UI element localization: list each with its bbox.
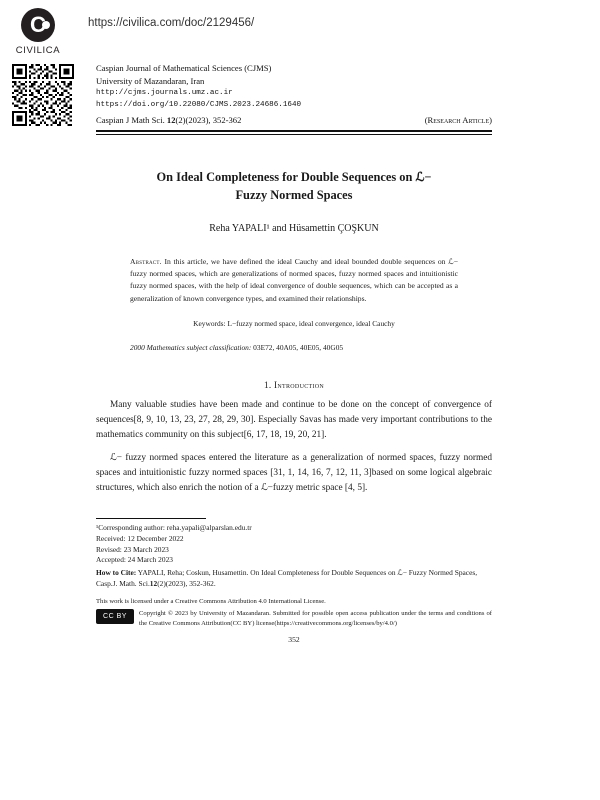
article-msc	[130, 342, 458, 354]
footnote-accepted: Accepted: 24 March 2023	[96, 555, 173, 565]
msc-label: 2000 Mathematics subject classification:	[130, 343, 252, 352]
document-url[interactable]: https://civilica.com/doc/2129456/	[88, 17, 255, 29]
citation-row	[96, 114, 492, 127]
civilica-mark-icon	[21, 8, 55, 42]
article-keywords: Keywords: L−fuzzy normed space, ideal convergence, ideal Cauchy	[193, 319, 395, 328]
copyright-text: Copyright © 2023 by University of Mazandaran. Submitted for possible open access publication under the terms and conditions of the Creative Commons Attribution(CC BY) license(https://creativecommons.org/licenses/by/4.0/)	[139, 610, 492, 627]
abstract-text: In this article, we have defined the ideal Cauchy and ideal bounded double sequences on ℒ− fuzzy normed spaces, which are generalizations of normed spaces, fuzzy normed spaces and intuitionistic fuzzy normed spaces, with the help of ideal convergence of double sequences, which can be accepted as a generalization of known convergence types, and examined their relationships.	[130, 256, 458, 303]
journal-affiliation: University of Mazandaran, Iran	[96, 76, 205, 87]
creative-commons-icon: CC BY	[96, 609, 134, 624]
article-abstract	[130, 256, 458, 305]
civilica-logo	[10, 8, 66, 56]
masthead-rule-thick	[96, 130, 492, 132]
footnote-block	[96, 523, 492, 645]
footnote-how-to-cite	[96, 568, 492, 589]
citation-rest: (2)(2023), 352-362	[175, 115, 242, 126]
intro-paragraph-2: ℒ− fuzzy normed spaces entered the literature as a generalization of normed spaces, fuzzy normed spaces and intuitionistic fuzzy normed spaces [31, 1, 14, 16, 7, 12, 11, 3]based on some logical algebraic structures, which also enrich the notion of a ℒ−fuzzy metric space [4, 5].	[96, 452, 492, 494]
article-type-label: (Research Article)	[424, 115, 492, 126]
how-to-cite-rest: (2)(2023), 352-362.	[157, 578, 216, 588]
footnote-separator	[96, 518, 206, 519]
qr-code	[12, 64, 74, 126]
license-statement: This work is licensed under a Creative Commons Attribution 4.0 International License.	[96, 597, 326, 605]
article-title-line2: Fuzzy Normed Spaces	[235, 187, 353, 202]
how-to-cite-label: How to Cite:	[96, 568, 137, 578]
journal-website[interactable]: http://cjms.journals.umz.ac.ir	[96, 89, 233, 98]
how-to-cite-text: YAPALI, Reha; Coskun, Husamettin. On Ideal Completeness for Double Sequences on ℒ− Fuzzy Normed Spaces, Casp.J. Math. Sci.	[96, 568, 478, 588]
masthead-rule-thin	[96, 134, 492, 135]
footnote-corresponding-author: ¹Corresponding author: reha.yapali@alparslan.edu.tr	[96, 523, 252, 533]
article-title-line1: On Ideal Completeness for Double Sequences on ℒ−	[156, 169, 432, 184]
msc-codes: 03E72, 40A05, 40E05, 40G05	[253, 343, 344, 352]
journal-masthead	[96, 62, 492, 135]
citation-journal: Caspian J Math Sci.	[96, 115, 165, 126]
abstract-label: Abstract.	[130, 256, 162, 266]
article-title	[96, 169, 492, 205]
viewer-header-band	[0, 0, 600, 58]
footnote-received: Received: 12 December 2022	[96, 533, 184, 543]
page-number: 352	[288, 635, 300, 645]
paper-page	[96, 62, 492, 645]
intro-paragraph-1: Many valuable studies have been made and continue to be done on the concept of convergence of sequences[8, 9, 10, 13, 23, 27, 28, 29, 30]. Especially Savas has made very important contributions to the mathematics community on this subject[6, 17, 18, 19, 20, 21].	[96, 399, 492, 440]
section-heading-introduction: 1. Introduction	[263, 379, 325, 390]
copyright-row	[96, 609, 492, 628]
article-authors: Reha YAPALI¹ and Hüsamettin ÇOŞKUN	[209, 222, 379, 234]
civilica-wordmark: CIVILICA	[15, 45, 61, 56]
journal-name: Caspian Journal of Mathematical Sciences (CJMS)	[96, 63, 272, 73]
footnote-revised: Revised: 23 March 2023	[96, 544, 169, 554]
qr-code-image	[12, 64, 74, 126]
how-to-cite-volume: 12	[149, 578, 158, 588]
citation-line	[96, 114, 241, 127]
journal-doi[interactable]: https://doi.org/10.22080/CJMS.2023.24686.1640	[96, 100, 302, 109]
citation-volume: 12	[166, 115, 176, 126]
civilica-dot-icon	[42, 21, 50, 29]
